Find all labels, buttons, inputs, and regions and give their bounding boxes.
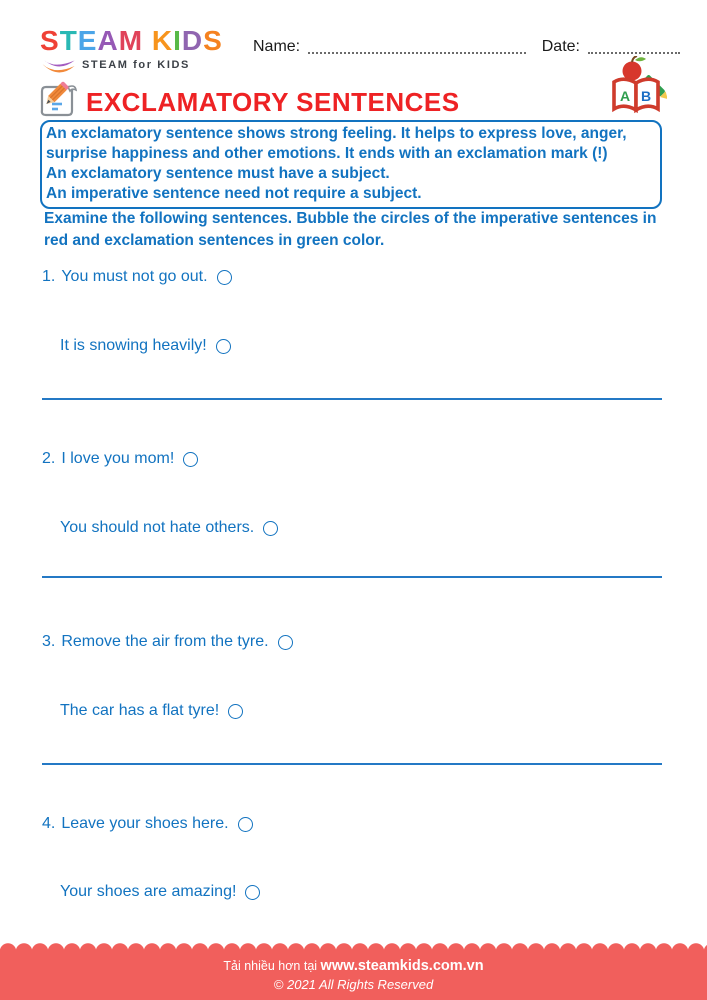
item-number: 2. [42, 450, 56, 467]
logo-letter: S [203, 25, 223, 56]
footer-url: www.steamkids.com.vn [320, 958, 484, 974]
footer-copyright: © 2021 All Rights Reserved [273, 977, 434, 992]
answer-bubble[interactable] [216, 339, 231, 354]
divider-line [42, 763, 662, 765]
logo-letter: M [118, 25, 144, 56]
logo-letter: A [97, 25, 119, 56]
logo-letter: I [173, 25, 182, 56]
logo-subrow [40, 53, 223, 82]
logo-letter: S [40, 25, 60, 56]
footer-prefix: Tải nhiều hơn tại [223, 959, 321, 973]
answer-bubble[interactable] [238, 817, 253, 832]
answer-bubble[interactable] [278, 635, 293, 650]
footer-scallop-edge [0, 943, 707, 951]
sentence-text: I love you mom! [61, 450, 175, 467]
svg-text:A: A [620, 88, 631, 104]
title-row [32, 80, 460, 125]
sentence-2-main [42, 449, 198, 469]
sentence-text: It is snowing heavily! [60, 337, 207, 354]
logo-swoosh-icon [40, 55, 78, 82]
sentence-4-alt [60, 882, 260, 902]
sentence-3-alt [60, 701, 243, 721]
answer-bubble[interactable] [217, 270, 232, 285]
answer-bubble[interactable] [245, 885, 260, 900]
answer-bubble[interactable] [263, 521, 278, 536]
item-number: 1. [42, 268, 56, 285]
logo-letter: E [77, 25, 98, 56]
logo-subtitle: STEAM for KIDS [82, 59, 190, 71]
divider-line [42, 576, 662, 578]
sentence-text: You must not go out. [61, 268, 208, 285]
answer-bubble[interactable] [183, 452, 198, 467]
date-label: Date: [541, 38, 580, 55]
book-apple-icon [609, 56, 667, 127]
logo-letter: K [151, 25, 174, 56]
definition-box [40, 120, 662, 209]
sentence-4-main [42, 814, 253, 834]
date-field-line[interactable] [588, 40, 680, 54]
definition-line: An exclamatory sentence must have a subject. [46, 165, 390, 182]
sentence-text: Leave your shoes here. [61, 815, 229, 832]
definition-line: An exclamatory sentence shows strong feeling. It helps to express love, anger, [46, 125, 627, 142]
item-number: 3. [42, 633, 56, 650]
exercise-instructions: Examine the following sentences. Bubble the circles of the imperative sentences in red and exclamation sentences in green color. [44, 210, 657, 249]
answer-bubble[interactable] [228, 704, 243, 719]
sentence-1-main [42, 267, 232, 287]
name-field-line[interactable] [308, 40, 526, 54]
footer [0, 951, 707, 1000]
svg-text:B: B [641, 88, 652, 104]
logo-letter [143, 25, 152, 56]
logo-letter: T [59, 25, 78, 56]
definition-line: An imperative sentence need not require a subject. [46, 185, 422, 202]
definition-line: surprise happiness and other emotions. It ends with an exclamation mark (!) [46, 145, 608, 162]
divider-line [42, 398, 662, 400]
page-title: EXCLAMATORY SENTENCES [86, 87, 460, 117]
logo-wordmark [40, 26, 223, 56]
sentence-text: Your shoes are amazing! [60, 883, 237, 900]
sentence-1-alt [60, 336, 231, 356]
sentence-3-main [42, 632, 293, 652]
sentence-text: The car has a flat tyre! [60, 702, 220, 719]
logo-letter: D [181, 25, 204, 56]
sentence-text: Remove the air from the tyre. [61, 633, 269, 650]
name-date-fields [253, 38, 680, 57]
pencil-page-icon [32, 80, 82, 125]
footer-download-text [0, 951, 707, 974]
item-number: 4. [42, 815, 56, 832]
steam-kids-logo [40, 26, 223, 82]
name-label: Name: [253, 38, 301, 55]
sentence-text: You should not hate others. [60, 519, 255, 536]
sentence-2-alt [60, 518, 278, 538]
